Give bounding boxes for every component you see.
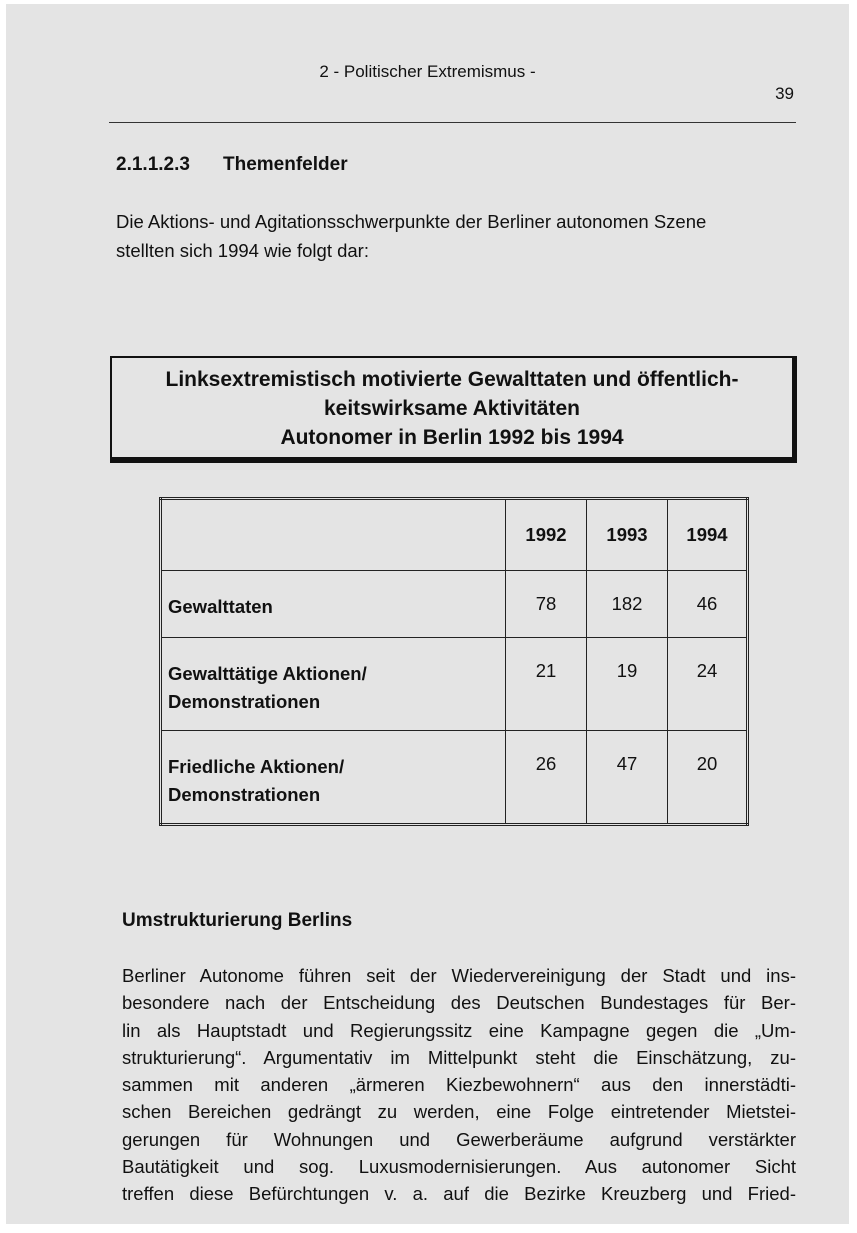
row-label: [161, 571, 506, 638]
intro-line: Die Aktions- und Agitationsschwerpunkte der Berliner autonomen Szene: [116, 211, 707, 232]
table-header-row: [161, 499, 748, 571]
header-rule: [109, 122, 796, 123]
row-label: [161, 731, 506, 825]
table-title-line: Autonomer in Berlin 1992 bis 1994: [280, 426, 624, 449]
section-number: 2.1.1.2.3: [116, 154, 190, 175]
table-cell: 19: [587, 638, 668, 731]
table-row: [161, 571, 748, 638]
section-heading: [116, 154, 348, 176]
row-label-line: Gewalttätige Aktionen/: [168, 663, 367, 684]
body-line: lin als Hauptstadt und Regierungssitz eine Kampagne gegen die „Um-: [122, 1019, 796, 1041]
body-line: Berliner Autonome führen seit der Wiedervereinigung der Stadt und ins-: [122, 965, 796, 986]
body-paragraph: [122, 962, 796, 1208]
body-line: sammen mit anderen „ärmeren Kiezbewohnern“ aus den innerstädti-: [122, 1074, 796, 1096]
page-number: 39: [775, 84, 794, 103]
body-line: strukturierung“. Argumentativ im Mittelpunkt steht die Einschätzung, zu-: [122, 1046, 796, 1068]
table-cell: 47: [587, 731, 668, 825]
row-label-line: Demonstrationen: [168, 691, 321, 712]
table-title-line: Linksextremistisch motivierte Gewalttaten und öffentlich-: [165, 368, 739, 391]
column-header-1993: 1993: [587, 499, 668, 571]
table-cell: 46: [668, 571, 748, 638]
table-cell: 182: [587, 571, 668, 638]
intro-paragraph: [116, 207, 796, 265]
section-title: Themenfelder: [223, 154, 348, 175]
body-line: besondere nach der Entscheidung des Deutschen Bundestages für Ber-: [122, 992, 796, 1014]
intro-line: stellten sich 1994 wie folgt dar:: [116, 240, 369, 261]
table-cell: 78: [506, 571, 587, 638]
row-label-line: Friedliche Aktionen/: [168, 756, 345, 777]
subheading: Umstrukturierung Berlins: [122, 910, 353, 931]
table-row: [161, 638, 748, 731]
column-header-1992: 1992: [506, 499, 587, 571]
table-cell: 26: [506, 731, 587, 825]
body-line: Bautätigkeit und sog. Luxusmodernisierungen. Aus autonomer Sicht: [122, 1156, 796, 1178]
row-label-line: Demonstrationen: [168, 784, 321, 805]
column-header-1994: 1994: [668, 499, 748, 571]
table-title-line: keitswirksame Aktivitäten: [323, 397, 580, 420]
table-cell: 24: [668, 638, 748, 731]
table-cell: 21: [506, 638, 587, 731]
table-corner-cell: [161, 499, 506, 571]
table-title-box: [110, 356, 797, 463]
table-row: [161, 731, 748, 825]
row-label-line: Gewalttaten: [168, 596, 273, 617]
document-page: [6, 4, 849, 1224]
statistics-table: [159, 497, 749, 826]
running-header: 2 - Politischer Extremismus -: [319, 62, 536, 81]
body-line: treffen diese Befürchtungen v. a. auf die Bezirke Kreuzberg und Fried-: [122, 1183, 796, 1205]
body-line: schen Bereichen gedrängt zu werden, eine Folge eintretender Mietstei-: [122, 1101, 796, 1123]
table-cell: 20: [668, 731, 748, 825]
row-label: [161, 638, 506, 731]
body-line: gerungen für Wohnungen und Gewerberäume aufgrund verstärkter: [122, 1128, 796, 1150]
